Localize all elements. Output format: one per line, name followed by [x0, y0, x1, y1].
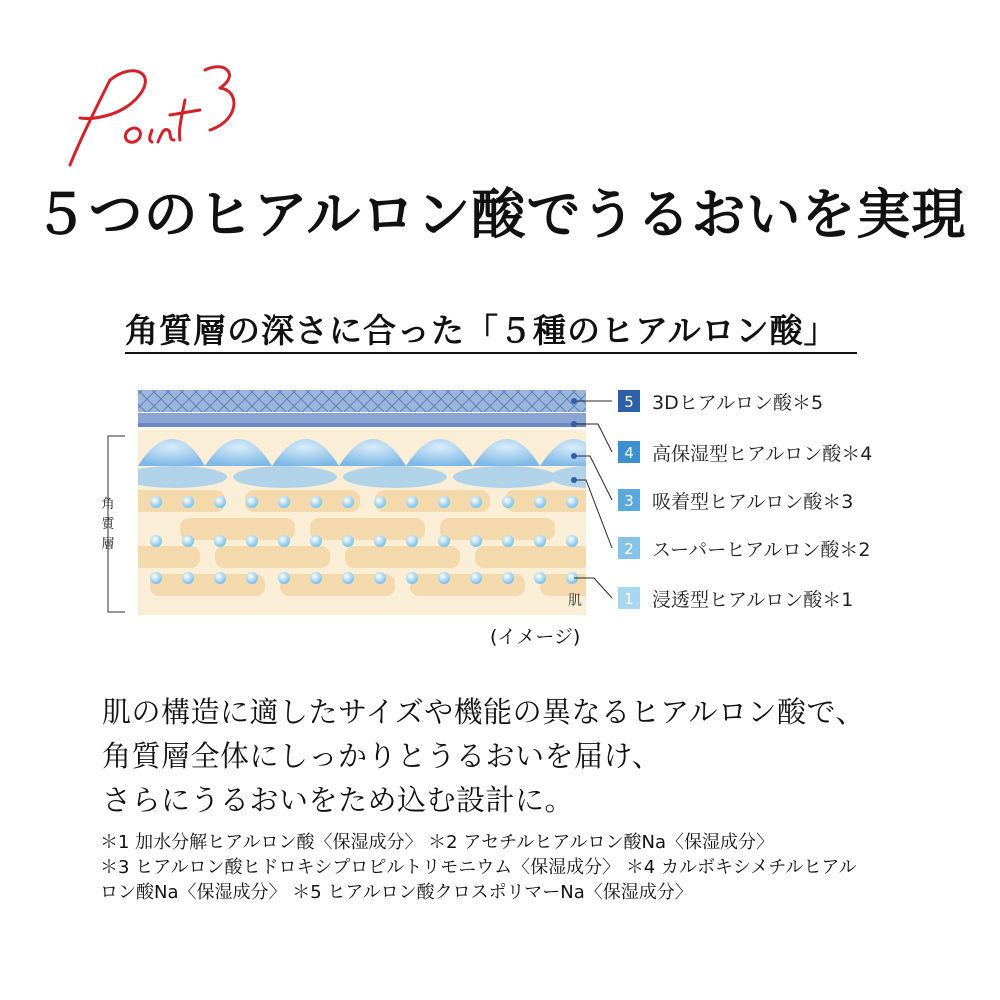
image-caption: (イメージ): [490, 626, 581, 648]
subtitle: 角質層の深さに合った「５種のヒアルロン酸」: [125, 311, 838, 350]
body-text: [102, 690, 865, 822]
legend-label-3: 吸着型ヒアルロン酸＊3: [652, 491, 854, 513]
legend-label-1: 浸透型ヒアルロン酸＊1: [652, 589, 854, 611]
bracket-label-1: 角: [101, 497, 115, 512]
skin-layer-diagram: [0, 370, 1000, 620]
legend-item-5: [618, 390, 823, 414]
skin-label: 肌: [568, 593, 582, 609]
legend-item-4: [618, 441, 872, 465]
point-3-logo: [40, 40, 250, 180]
footnotes: [100, 830, 857, 905]
legend-num-1: 1: [624, 590, 634, 608]
legend-num-3: 3: [624, 492, 634, 510]
legend-item-2: [618, 537, 870, 561]
body-line-1: 肌の構造に適したサイズや機能の異なるヒアルロン酸で、: [102, 695, 865, 729]
legend-num-5: 5: [624, 393, 634, 411]
main-title: ５つのヒアルロン酸でうるおいを実現: [33, 183, 967, 246]
legend-num-4: 4: [624, 444, 634, 462]
legend-item-1: [618, 587, 853, 611]
legend-item-3: [618, 489, 853, 513]
footnote-line-3: ロン酸Na〈保湿成分〉 ＊5 ヒアルロン酸クロスポリマーNa〈保湿成分〉: [100, 882, 693, 903]
legend-label-4: 高保湿型ヒアルロン酸＊4: [652, 443, 873, 465]
bracket-label-2: 質: [101, 517, 115, 532]
layer-5-band: [138, 390, 586, 412]
footnote-line-1: ＊1 加水分解ヒアルロン酸〈保湿成分〉 ＊2 アセチルヒアルロン酸Na〈保湿成分〉: [100, 832, 775, 853]
subtitle-underline: [125, 352, 857, 354]
footnote-line-2: ＊3 ヒアルロン酸ヒドロキシプロピルトリモニウム〈保湿成分〉 ＊4 カルボキシメチルヒアル: [100, 857, 857, 878]
body-line-3: さらにうるおいをため込む設計に。: [102, 783, 575, 817]
layer-5-under-band: [138, 413, 586, 423]
legend-label-2: スーパーヒアルロン酸＊2: [652, 539, 871, 561]
bracket-label-3: 層: [101, 537, 115, 552]
legend: [618, 390, 872, 611]
legend-num-2: 2: [624, 540, 634, 558]
body-line-2: 角質層全体にしっかりとうるおいを届け、: [102, 739, 662, 773]
legend-label-5: 3Dヒアルロン酸＊5: [652, 392, 824, 414]
